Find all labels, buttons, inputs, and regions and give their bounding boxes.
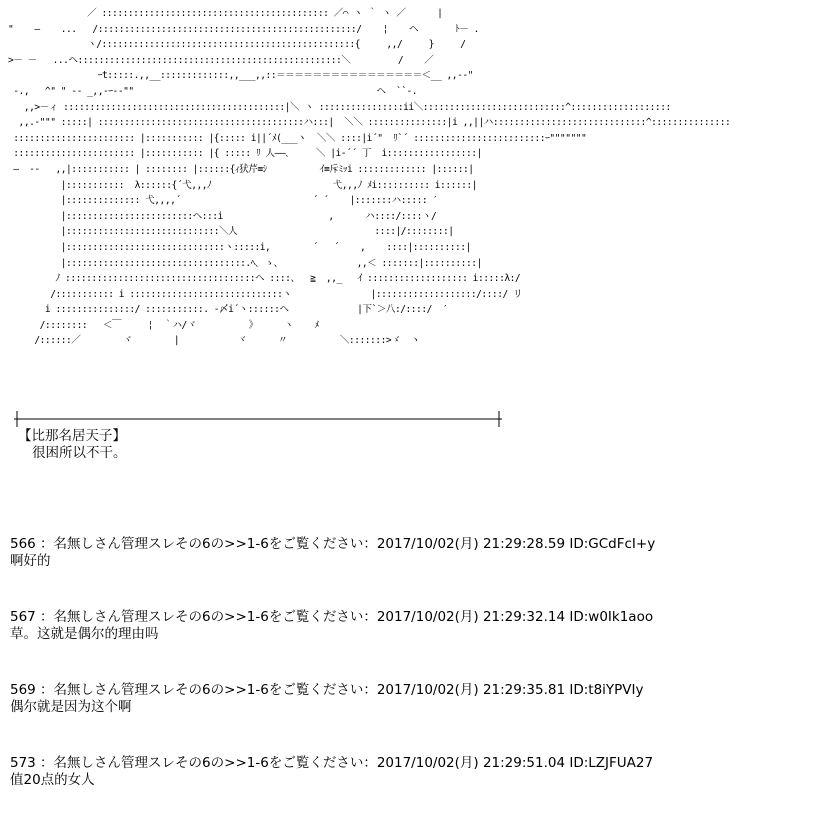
post	[10, 536, 810, 609]
ascii-art-panel	[8, 6, 731, 414]
post-body: 啊好的	[10, 553, 51, 569]
dialogue-line: 很困所以不干。	[32, 445, 127, 461]
post-body: 偶尔就是因为这个啊	[10, 699, 132, 715]
post-header: 569 ：名無しさん管理スレその6の>>1-6をご覧ください：2017/10/02(月) 21:29:35.81 ID:t8iYPVIy	[10, 682, 644, 698]
post-body: 草。这就是偶尔的理由吗	[10, 626, 159, 642]
post-header: 567 ：名無しさん管理スレその6の>>1-6をご覧ください：2017/10/02(月) 21:29:32.14 ID:w0Ik1aoo	[10, 609, 654, 625]
post-list	[10, 536, 810, 828]
post	[10, 609, 810, 682]
post-header: 566 ：名無しさん管理スレその6の>>1-6をご覧ください：2017/10/02(月) 21:29:28.59 ID:GCdFcI+y	[10, 536, 656, 552]
speaker-name: 【比那名居天子】	[18, 428, 126, 444]
dialogue-caption	[18, 428, 127, 462]
scene-divider	[12, 408, 504, 430]
post-body: 值20点的女人	[10, 772, 95, 788]
ascii-art: ／ ::::::::::::::::::::::::::::::::::::::::::: ／⌒ ヽ ｀ ヽ ／ | " ― ... /:::::::::::::::::::::::::::::::::::::::::::::::::/ ¦ ヘ ﾄ－ . ヽ/::::::::::::::::::::::::::::::::::::::::::::::::{ ,,/ } / >－ － ...ヘ::::::::::::::::::::::::::::::::::::::::::::::::::＼ / ／ ｰt:::::.,,__:::::::::::::,,___,,::＝＝＝＝＝＝＝＝＝＝＝＝＝＝＝＝＜__ ,,--" -., ^" " -- _,,-ｰ--"" ヘ ``-. ,,>－ィ ::::::::::::::::::::::::::::::::::::::::::|＼ ヽ ::::::::::::::::ii＼:::::::::::::::::::::::::::^::::::::::::::::::: ,,.-""" :::::| :::::::::::::::::::::::::::::::::::::::ハ:::| ＼＼ :::::::::::::::|i ,,||ハ:::::::::::::::::::::::::::::^::::::::::::::: ::::::::::::::::::::::: |::::::::::: |{::::: i||´ﾒ(___ヽ ＼＼ ::::|i´" ﾘ`´ :::::::::::::::::::::::::ｰ""""""" ::::::::::::::::::::::: |::::::::::: |{ ::::: ﾘ 人――､ ＼ |i-´´ 丁 i:::::::::::::::::| ― -- ,,|::::::::::: | :::::::: |::::::{ｨ犾芹≡ｼ ｲ≡斥ﾐｯi ::::::::::::: |::::::| |::::::::::: λ::::::{´弋,,,ﾉ 弋,,,ﾉ ﾒi:::::::::: i::::::| |:::::::::::::: 弋,,,,´ ´ ´ |:::::::ハ::::: ′ |::::::::::::::::::::::::ヘ:::i , ハ::::/::::ヽ/ |:::::::::::::::::::::::::::::＼人 ::::|/::::::::| |::::::::::::::::::::::::::::::ヽ:::::i, ´ ´ , ::::|::::::::::| |::::::::::::::::::::::::::::::::::.ﾍ､ ゝ、 ,,＜ :::::::|::::::::::| ﾉ ::::::::::::::::::::::::::::::::::::ヘ ::::、 ≧ ,,_ ｲ ::::::::::::::::::: i:::::λ:/ /::::::::::: i :::::::::::::::::::::::::::::ヽ |:::::::::::::::::::/::::/ リ i :::::::::::::::/ :::::::::::. -〆i´ヽ::::::ヘ |下`＞八:/::::/ ′ /:::::::: ＜￣ ¦ ｀ハ/ヾ 》 ヽ ﾒ /::::::／ ヾ | ヾ 〃 ＼:::::::>ゞ ヽ	[8, 8, 731, 347]
post	[10, 682, 810, 755]
post	[10, 755, 810, 828]
post-header: 573 ：名無しさん管理スレその6の>>1-6をご覧ください：2017/10/02(月) 21:29:51.04 ID:LZJFUA27	[10, 755, 654, 771]
